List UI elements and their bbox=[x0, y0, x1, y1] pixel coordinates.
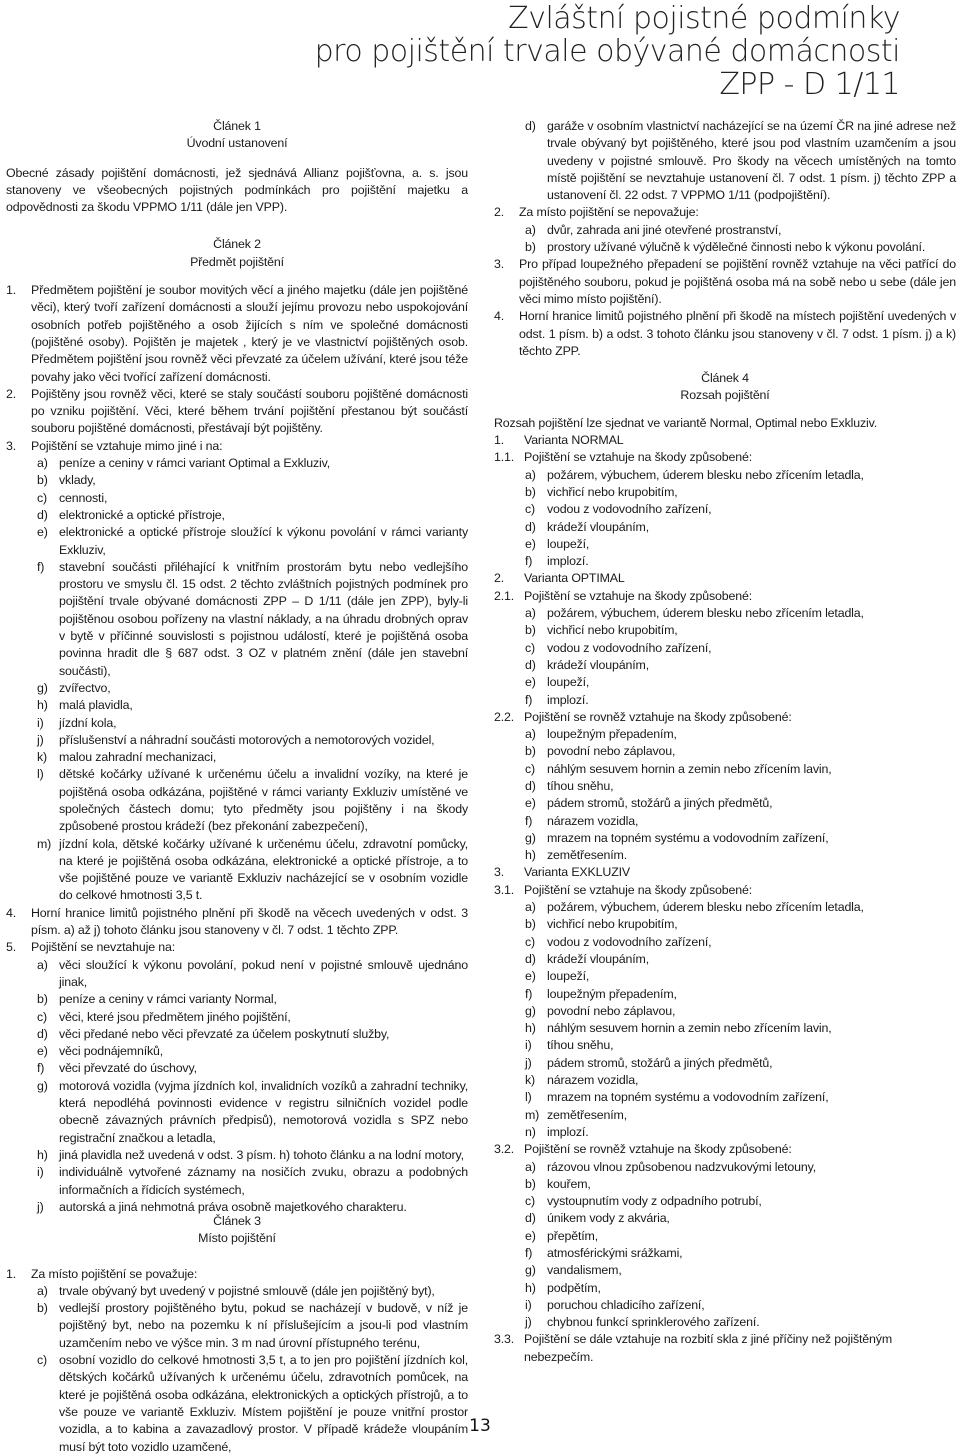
list-item: a) věci sloužící k výkonu povolání, pokud není v pojistné smlouvě ujednáno jinak, bbox=[37, 957, 468, 989]
document-title bbox=[315, 2, 900, 101]
list-item: d) věci předané nebo věci převzaté za účelem poskytnutí služby, bbox=[37, 1026, 390, 1041]
list-item: j) příslušenství a náhradní součásti motorových a nemotorových vozidel, bbox=[37, 732, 435, 747]
list-item: d) garáže v osobním vlastnictví nacházející se na území ČR na jiné adrese než trvale obývaný byt pojištěného, které jsou pod vlastním uzamčením a jsou uvedeny v pojistné smlouvě. Pro škody na věcech umístěných na tomto místě pojištění se nevztahuje ustanovení čl. 7 odst. 1 písm. j) těchto ZPP a ustanovení čl. 22 odst. 7 VPPMO 1/11 (podpojištění). bbox=[525, 119, 956, 203]
list-item: e) loupeží, bbox=[525, 536, 590, 551]
article-2-paragraph-2: 2. Pojištěny jsou rovněž věci, které se staly součástí souboru pojištěné domácnosti po vzniku pojištění. Věci, které během trvání pojištění přestanou být součástí souboru pojištěné domácnosti, přestávají být pojištěny. bbox=[6, 386, 468, 436]
list-item: d) elektronické a optické přístroje, bbox=[37, 507, 225, 522]
title-line-1: Zvláštní pojistné podmínky bbox=[508, 1, 900, 36]
list-item: c) věci, které jsou předmětem jiného pojištění, bbox=[37, 1009, 291, 1024]
list-item: h) zemětřesením. bbox=[525, 848, 627, 863]
list-item: g) zvířectvo, bbox=[37, 680, 111, 695]
list-item: h) náhlým sesuvem hornin a zemin nebo zřícením lavin, bbox=[525, 1021, 832, 1036]
list-item: b) vedlejší prostory pojištěného bytu, pokud se nacházejí v budově, v níž je pojištěný byt, nebo na pozemku k ní příslušejícím a jsou-li pod vlastním uzamčením nebo ve výšce min. 3 m nad úrovní přístupného terénu, bbox=[37, 1301, 468, 1350]
list-item: e) věci podnájemníků, bbox=[37, 1044, 164, 1059]
list-item: h) jiná plavidla než uvedená v odst. 3 písm. h) tohoto článku a na lodní motory, bbox=[37, 1147, 464, 1162]
list-item: g) motorová vozidla (vyjma jízdních kol, invalidních vozíků a zahradní techniky, která nepodléhá povinnosti evidence v registru silničních vozidel podle obecně závazných právních předpisů), nemotorová vozidla s SPZ nebo registrační značkou a letadla, bbox=[37, 1078, 468, 1145]
section-2-2: 2.2. Pojištění se rovněž vztahuje na škody způsobené: bbox=[494, 709, 792, 724]
list-item: f) loupežným přepadením, bbox=[525, 986, 677, 1001]
list-item: b) kouřem, bbox=[525, 1176, 591, 1191]
list-item: f) implozí. bbox=[525, 554, 589, 569]
list-item: h) podpětím, bbox=[525, 1280, 601, 1295]
list-item: c) vystoupnutím vody z odpadního potrubí, bbox=[525, 1194, 762, 1209]
list-item: e) loupeží, bbox=[525, 969, 590, 984]
list-item: c) vodou z vodovodního zařízení, bbox=[525, 502, 712, 517]
list-item: m) jízdní kola, dětské kočárky užívané k určenému účelu, zdravotní pomůcky, na které je pojištěná osoba odkázána, elektronické a optické přístroje, a to vše pojištěné pouze ve variantě Exkluziv nacházející se v osobním vozidle do celkové hmotnosti 3,5 t. bbox=[37, 836, 468, 903]
list-item: a) trvale obývaný byt uvedený v pojistné smlouvě (dále jen pojištěný byt), bbox=[37, 1283, 435, 1298]
article-4-heading: Článek 4 bbox=[701, 371, 749, 386]
list-item: j) chybnou funkcí sprinklerového zařízení. bbox=[525, 1315, 760, 1330]
list-item: b) povodní nebo záplavou, bbox=[525, 744, 676, 759]
list-item: a) požárem, výbuchem, úderem blesku nebo zřícením letadla, bbox=[525, 606, 864, 621]
list-item: b) vichřicí nebo krupobitím, bbox=[525, 623, 678, 638]
list-item: n) implozí. bbox=[525, 1124, 589, 1139]
article-1-heading: Článek 1 bbox=[213, 119, 261, 133]
article-2-paragraph-4: 4. Horní hranice limitů pojistného plnění při škodě na věcech uvedených v odst. 3 písm. a) až j) tohoto článku jsou stanoveny v čl. 7 odst. 1 těchto ZPP. bbox=[6, 905, 468, 938]
list-item: c) cennosti, bbox=[37, 490, 108, 505]
list-item: k) malou zahradní mechanizaci, bbox=[37, 750, 217, 765]
list-item: g) mrazem na topném systému a vodovodním zařízení, bbox=[525, 830, 829, 845]
list-item: d) únikem vody z akvária, bbox=[525, 1211, 670, 1226]
list-item: c) vodou z vodovodního zařízení, bbox=[525, 640, 712, 655]
list-item: b) vichřicí nebo krupobitím, bbox=[525, 917, 678, 932]
variant-optimal: 2. Varianta OPTIMAL bbox=[494, 571, 625, 586]
article-4-subheading: Rozsah pojištění bbox=[680, 388, 770, 403]
list-item: i) poruchou chladicího zařízení, bbox=[525, 1297, 705, 1312]
article-2-heading: Článek 2 bbox=[213, 237, 261, 252]
article-4-intro: Rozsah pojištění lze sjednat ve variantě Normal, Optimal nebo Exkluziv. bbox=[494, 415, 878, 430]
list-item: f) atmosférickými srážkami, bbox=[525, 1246, 683, 1260]
list-item: e) loupeží, bbox=[525, 675, 590, 690]
list-item: d) krádeží vloupáním, bbox=[525, 951, 649, 966]
page-number: 13 bbox=[469, 1416, 491, 1436]
section-1-1: 1.1. Pojištění se vztahuje na škody způsobené: bbox=[494, 450, 753, 465]
section-3-1: 3.1. Pojištění se vztahuje na škody způsobené: bbox=[494, 882, 753, 897]
list-item: f) nárazem vozidla, bbox=[525, 813, 639, 828]
left-column bbox=[6, 118, 468, 1216]
list-item: b) prostory užívané výlučně k výdělečné činnosti nebo k výkonu povolání. bbox=[525, 240, 926, 255]
list-item: j) autorská a jiná nehmotná práva osobně majetkového charakteru. bbox=[37, 1199, 407, 1214]
article-2-paragraph-5-list bbox=[6, 957, 468, 1216]
list-item: c) náhlým sesuvem hornin a zemin nebo zřícením lavin, bbox=[525, 761, 832, 776]
list-item: e) přepětím, bbox=[525, 1228, 598, 1243]
section-3-3: 3.3. Pojištění se dále vztahuje na rozbití skla z jiné příčiny než pojištěným nebezpečím. bbox=[494, 1332, 892, 1364]
list-item: a) peníze a ceniny v rámci variant Optimal a Exkluziv, bbox=[37, 456, 331, 471]
variant-exkluziv: 3. Varianta EXKLUZIV bbox=[494, 865, 631, 880]
title-line-3: ZPP - D 1/11 bbox=[719, 67, 900, 102]
article-2-subheading: Předmět pojištění bbox=[190, 254, 284, 269]
list-item: b) vklady, bbox=[37, 473, 96, 488]
list-item: m) zemětřesením, bbox=[525, 1107, 627, 1122]
list-item: a) dvůr, zahrada ani jiné otevřené prostranství, bbox=[525, 222, 782, 237]
list-item: a) rázovou vlnou způsobenou nadzvukovými letouny, bbox=[525, 1159, 817, 1174]
list-item: b) peníze a ceniny v rámci varianty Normal, bbox=[37, 992, 277, 1007]
list-item: d) tíhou sněhu, bbox=[525, 778, 614, 793]
list-item: c) vodou z vodovodního zařízení, bbox=[525, 934, 712, 949]
list-item: e) pádem stromů, stožárů a jiných předmětů, bbox=[525, 796, 773, 811]
list-item: l) mrazem na topném systému a vodovodním zařízení, bbox=[525, 1090, 829, 1105]
article-3-paragraph-4: 4. Horní hranice limitů pojistného plnění při škodě na místech pojištění uvedených v odst. 1 písm. b) a odst. 3 tohoto článku jsou stanoveny v čl. 7 odst. 1 písm. j) a k) těchto ZPP. bbox=[494, 309, 956, 358]
article-2-paragraph-3: 3. Pojištění se vztahuje mimo jiné i na: bbox=[6, 438, 223, 453]
list-item: f) stavební součásti přiléhající k vnitřním prostorám bytu nebo vedlejšího prostoru ve smyslu čl. 15 odst. 2 těchto zvláštních pojistných podmínek pro pojištění trvale obývané domácnosti ZPP – D 1/11 (dále jen ZPP), byly-li pojištěnou osobou pořízeny na vlastní náklady, a na úhradu drobných oprav v bytě v příčinné souvislosti s pojistnou událostí, které je pojištěná osoba povinna hradit dle § 687 odst. 3 OZ v platném znění (dále jen stavební součásti), bbox=[37, 559, 468, 678]
variant-normal: 1. Varianta NORMAL bbox=[494, 433, 624, 448]
article-2-paragraph-1: 1. Předmětem pojištění je soubor movitých věcí a jiného majetku (dále jen pojištěné věci), který tvoří zařízení domácnosti a slouží jejímu provozu nebo uspokojování osobních potřeb pojištěného a osob žijících s ním ve společné domácnosti (pojištěné osoby). Pojištěn je majetek , který je ve vlastnictví pojištěných osob. Předmětem pojištění jsou rovněž věci převzaté za účelem užívání, které jsou téže povahy jako věci tvořící zařízení domácnosti. bbox=[6, 283, 468, 384]
list-item: d) krádeží vloupáním, bbox=[525, 519, 649, 534]
article-3-paragraph-3: 3. Pro případ loupežného přepadení se pojištění rovněž vztahuje na věci patřící do pojištěného souboru, pokud je pojištěná osoba má na sobě nebo u sebe (dále jen věci mimo místo pojištění). bbox=[494, 257, 956, 306]
article-2-paragraph-5: 5. Pojištění se nevztahuje na: bbox=[6, 940, 176, 955]
list-item: j) pádem stromů, stožárů a jiných předmětů, bbox=[525, 1055, 773, 1070]
list-item: k) nárazem vozidla, bbox=[525, 1073, 639, 1088]
list-item: a) požárem, výbuchem, úderem blesku nebo zřícením letadla, bbox=[525, 467, 864, 482]
article-3-paragraph-1: 1. Za místo pojištění se považuje: bbox=[6, 1266, 198, 1281]
section-3-2: 3.2. Pojištění se rovněž vztahuje na škody způsobené: bbox=[494, 1142, 792, 1157]
list-item: h) malá plavidla, bbox=[37, 698, 133, 713]
article-3-heading: Článek 3 bbox=[213, 1214, 261, 1228]
list-item: a) požárem, výbuchem, úderem blesku nebo zřícením letadla, bbox=[525, 900, 864, 915]
list-item: i) individuálně vytvořené záznamy na nosičích zvuku, obrazu a podobných informačních a řídicích systémech, bbox=[37, 1165, 468, 1197]
title-line-2: pro pojištění trvale obývané domácnosti bbox=[314, 34, 900, 69]
list-item: i) tíhou sněhu, bbox=[525, 1038, 614, 1053]
list-item: l) dětské kočárky užívané k určenému účelu a invalidní vozíky, na které je pojištěná osoba odkázána, pojištěné v rámci varianty Exkluziv umístěné ve společných částech domu; tyto předměty jsou pojištěny i na škody způsobené prostou krádeží (bez překonání zabezpečení), bbox=[37, 767, 468, 834]
article-3-subheading: Místo pojištění bbox=[198, 1231, 276, 1246]
list-item: d) krádeží vloupáním, bbox=[525, 657, 649, 672]
list-item: g) vandalismem, bbox=[525, 1263, 622, 1278]
list-item: f) věci převzaté do úschovy, bbox=[37, 1061, 197, 1076]
list-item: b) vichřicí nebo krupobitím, bbox=[525, 484, 678, 499]
list-item: f) implozí. bbox=[525, 692, 589, 707]
section-2-1: 2.1. Pojištění se vztahuje na škody způsobené: bbox=[494, 588, 753, 603]
article-1-subheading: Úvodní ustanovení bbox=[186, 136, 288, 151]
list-item: c) osobní vozidlo do celkové hmotnosti 3,5 t, a to jen pro pojištění jízdních kol, dětských kočárků užívaných k určenému účelu, zdravotních pomůcek, na které je pojištěná osoba odkázána, elektronických a optických přístrojů, a to vše pouze ve variantě Exkluziv. Místem pojištění je pouze vnitřní prostor vozidla, a to kabina a zavazadlový prostor. V případě krádeže vloupáním musí být toto vozidlo uzamčené, bbox=[37, 1353, 468, 1454]
article-1-text: Obecné zásady pojištění domácnosti, jež sjednává Allianz pojišťovna, a. s. jsou stanoveny ve všeobecných pojistných podmínkách pro pojištění majetku a odpovědnosti za škodu VPPMO 1/11 (dále jen VPP). bbox=[6, 165, 468, 215]
list-item: a) loupežným přepadením, bbox=[525, 727, 677, 742]
list-item: e) elektronické a optické přístroje sloužící k výkonu povolání v rámci varianty Exkluziv, bbox=[37, 525, 468, 557]
list-item: i) jízdní kola, bbox=[37, 715, 117, 730]
article-3-paragraph-2: 2. Za místo pojištění se nepovažuje: bbox=[494, 205, 699, 220]
list-item: g) povodní nebo záplavou, bbox=[525, 1003, 676, 1018]
right-column bbox=[494, 118, 956, 1366]
article-2-paragraph-3-list bbox=[6, 455, 468, 905]
